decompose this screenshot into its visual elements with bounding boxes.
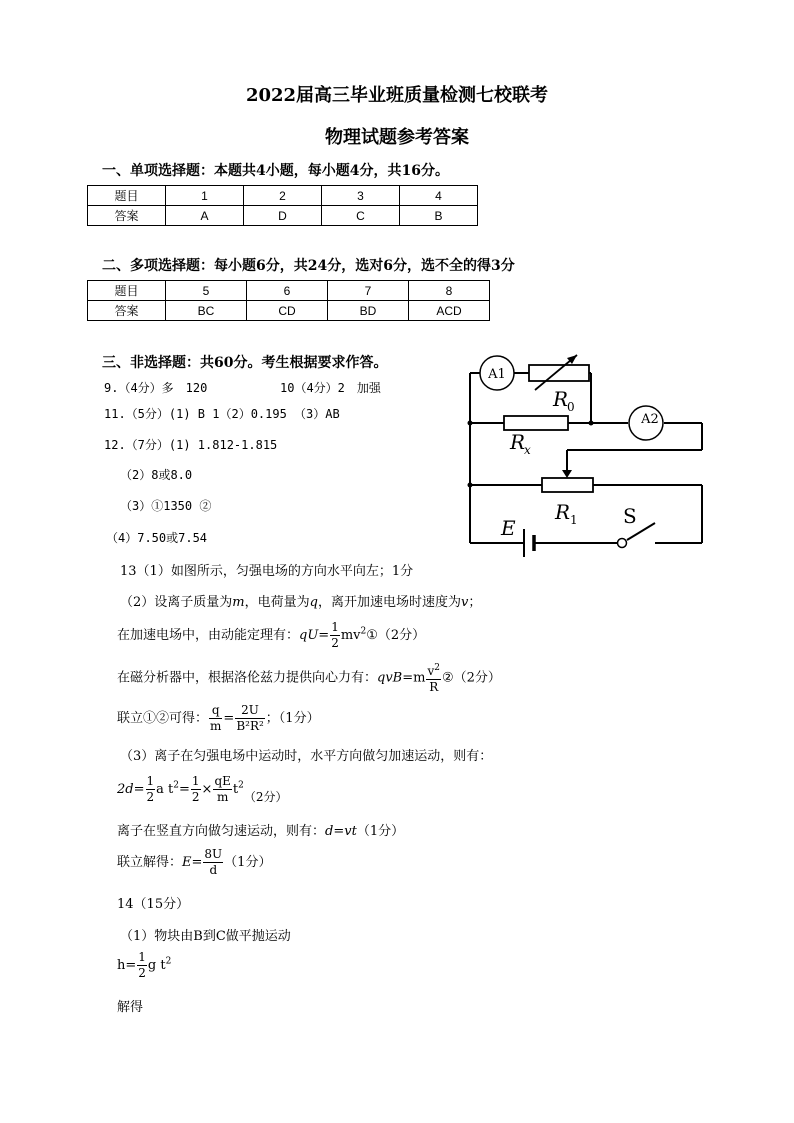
answer-q12-part1: 12.（7分）(1) 1.812-1.815	[104, 438, 278, 452]
answer-q9: 9.（4分）多 120	[104, 381, 208, 395]
resistor-r1-icon	[542, 478, 593, 492]
section2-table	[87, 280, 490, 321]
table-cell: B	[400, 206, 478, 226]
row-label: 答案	[88, 206, 166, 226]
label-rx: R	[510, 430, 526, 454]
section2-heading: 二、多项选择题：每小题6分，共24分，选对6分，选不全的得3分	[102, 258, 515, 274]
q14-line3: 解得	[117, 1000, 144, 1015]
label-a2: A2	[641, 412, 659, 427]
table-row	[88, 206, 478, 226]
section3-heading: 三、非选择题：共60分。考生根据要求作答。	[102, 355, 388, 371]
table-cell: CD	[247, 301, 328, 321]
answer-q11: 11.（5分）(1) B 1（2）0.195 （3）AB	[104, 407, 340, 421]
label-e: E	[501, 516, 516, 540]
section1-table	[87, 185, 478, 226]
slider-arrow-icon	[562, 470, 572, 478]
q13-line2: （2）设离子质量为m，电荷量为q，离开加速电场时速度为v；	[120, 595, 482, 610]
answer-q12-part4: （4）7.50或7.54	[106, 531, 208, 545]
circuit-diagram	[455, 345, 715, 570]
switch-icon	[618, 539, 627, 548]
page-subtitle: 物理试题参考答案	[325, 127, 469, 148]
q13-equation1: 在加速电场中，由动能定理有：qU= $\frac{1}{2}$ $mv^2①(2$分）	[117, 620, 426, 650]
table-cell: 2	[244, 186, 322, 206]
answer-q12-part2: （2）8或8.0	[120, 468, 193, 482]
resistor-rx-icon	[504, 416, 568, 430]
table-cell: BD	[328, 301, 409, 321]
q13-line3: （3）离子在匀强电场中运动时，水平方向做匀加速运动，则有：	[120, 749, 493, 764]
q13-equation4: 2d= $\frac{1}{2}$ a $t^2=$ $\frac{1}{2}$ × $\frac{qE}{m}$ $t^2(2$分）	[117, 774, 288, 804]
label-r0: R	[553, 387, 569, 411]
table-cell: 1	[166, 186, 244, 206]
q13-line1: 13（1）如图所示，匀强电场的方向水平向左；1分	[120, 564, 414, 579]
q13-equation5: 联立解得：E= $\frac{8U}{d}$ （1分）	[117, 847, 272, 877]
table-cell: 8	[409, 281, 490, 301]
resistor-r0-icon	[529, 365, 589, 381]
label-a1: A1	[488, 367, 506, 382]
table-row	[88, 281, 490, 301]
answer-q12-part3: （3）①1350 ②	[120, 499, 212, 513]
label-rx-sub: x	[524, 443, 531, 457]
q14-line2: （1）物块由B到C做平抛运动	[120, 929, 291, 944]
table-cell: 6	[247, 281, 328, 301]
q13-equation3: 联立①②可得： $\frac{q}{m}$ = $\frac{2U}{\text{B²R²}}$ ；（1分）	[117, 703, 320, 733]
label-r1-sub: 1	[570, 513, 578, 527]
table-cell: 5	[166, 281, 247, 301]
table-cell: 3	[322, 186, 400, 206]
row-label: 答案	[88, 301, 166, 321]
battery-icon	[524, 529, 534, 557]
label-s: S	[623, 504, 637, 528]
answer-q10: 10（4分）2 加强	[280, 381, 381, 395]
q13-equation2: 在磁分析器中，根据洛伦兹力提供向心力有：qvB=m $\frac{v^2}{R}$ ②（2分）	[117, 663, 501, 694]
row-label: 题目	[88, 186, 166, 206]
row-label: 题目	[88, 281, 166, 301]
table-row	[88, 301, 490, 321]
table-cell: 7	[328, 281, 409, 301]
q14-equation: h= $\frac{1}{2}$ g $t^2$	[117, 950, 172, 980]
q14-line1: 14（15分）	[117, 897, 190, 912]
q13-line4: 离子在竖直方向做匀速运动，则有：d=vt（1分）	[117, 824, 405, 839]
table-cell: A	[166, 206, 244, 226]
label-r1: R	[555, 500, 571, 524]
table-row	[88, 186, 478, 206]
table-cell: BC	[166, 301, 247, 321]
page-title: 2022届高三毕业班质量检测七校联考	[245, 85, 549, 106]
table-cell: 4	[400, 186, 478, 206]
label-r0-sub: 0	[567, 400, 575, 414]
table-cell: D	[244, 206, 322, 226]
table-cell: ACD	[409, 301, 490, 321]
section1-heading: 一、单项选择题：本题共4小题，每小题4分，共16分。	[102, 163, 449, 179]
table-cell: C	[322, 206, 400, 226]
